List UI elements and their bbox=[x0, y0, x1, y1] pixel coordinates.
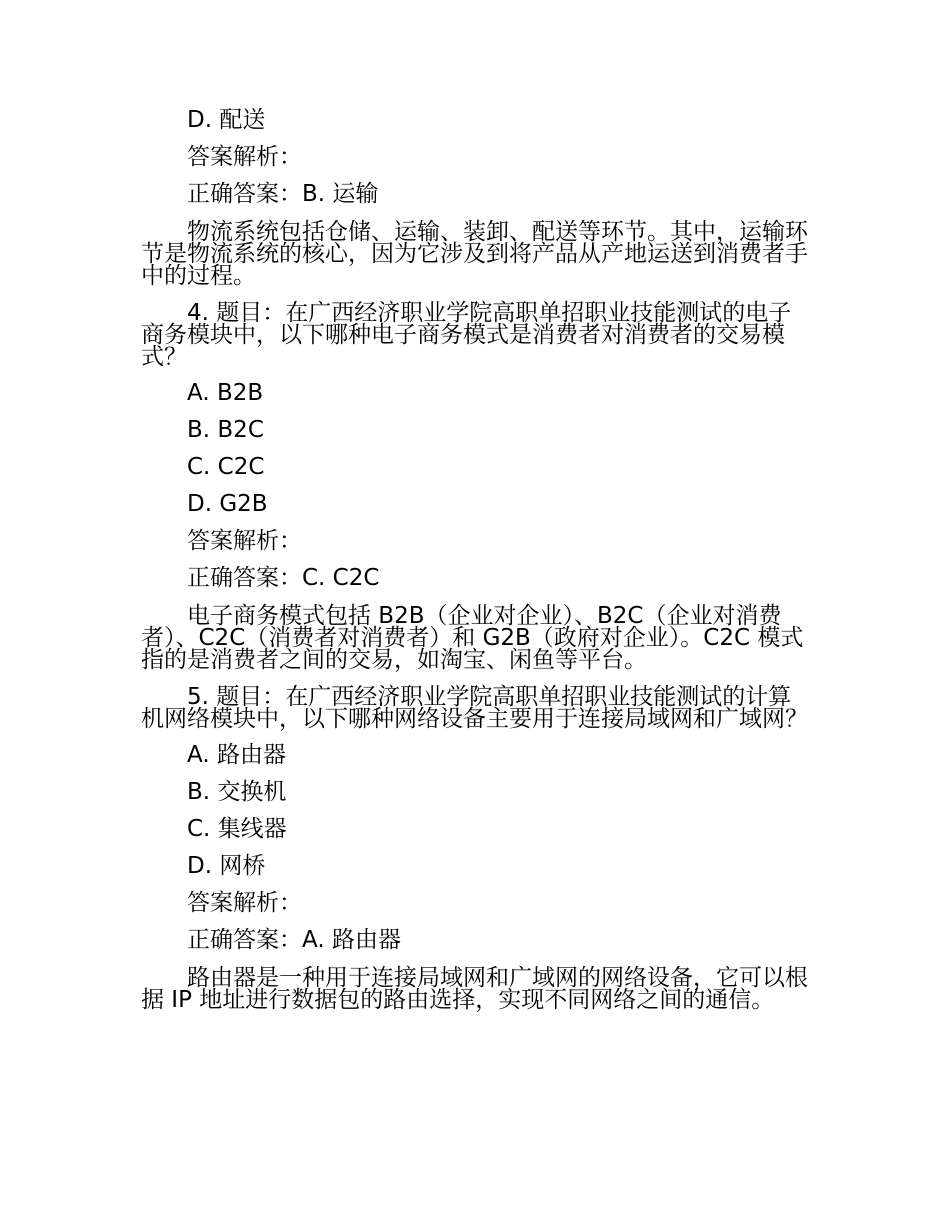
document-body bbox=[141, 102, 811, 1018]
option-c: C. C2C bbox=[187, 454, 265, 480]
option-d: D. 网桥 bbox=[187, 853, 266, 879]
correct-answer: 正确答案：C. C2C bbox=[187, 565, 380, 591]
option-d-peisong: D. 配送 bbox=[187, 107, 266, 133]
correct-answer: 正确答案：A. 路由器 bbox=[187, 927, 401, 953]
option-c: C. 集线器 bbox=[187, 816, 287, 842]
option-a: A. B2B bbox=[187, 380, 264, 406]
answer-analysis-label: 答案解析： bbox=[187, 890, 302, 916]
answer-analysis-label: 答案解析： bbox=[187, 144, 302, 170]
question-5: 5. 题目：在广西经济职业学院高职单招职业技能测试的计算机网络模块中，以下哪种网络设备主要用于连接局域网和广域网？ bbox=[141, 684, 808, 732]
option-d: D. G2B bbox=[187, 491, 268, 517]
option-b: B. B2C bbox=[187, 417, 264, 443]
explanation-paragraph: 物流系统包括仓储、运输、装卸、配送等环节。其中，运输环节是物流系统的核心，因为它涉及到将产品从产地运送到消费者手中的过程。 bbox=[141, 219, 808, 289]
option-b: B. 交换机 bbox=[187, 779, 287, 805]
explanation-paragraph: 路由器是一种用于连接局域网和广域网的网络设备，它可以根据 IP 地址进行数据包的路由选择，实现不同网络之间的通信。 bbox=[141, 965, 808, 1013]
correct-answer: 正确答案：B. 运输 bbox=[187, 181, 379, 207]
answer-analysis-label: 答案解析： bbox=[187, 528, 302, 554]
question-4: 4. 题目：在广西经济职业学院高职单招职业技能测试的电子商务模块中，以下哪种电子商务模式是消费者对消费者的交易模式？ bbox=[141, 300, 792, 370]
option-a: A. 路由器 bbox=[187, 742, 286, 768]
explanation-paragraph: 电子商务模式包括 B2B（企业对企业）、B2C（企业对消费者）、C2C（消费者对消费者）和 G2B（政府对企业）。C2C 模式指的是消费者之间的交易，如淘宝、闲鱼等平台。 bbox=[141, 603, 804, 673]
